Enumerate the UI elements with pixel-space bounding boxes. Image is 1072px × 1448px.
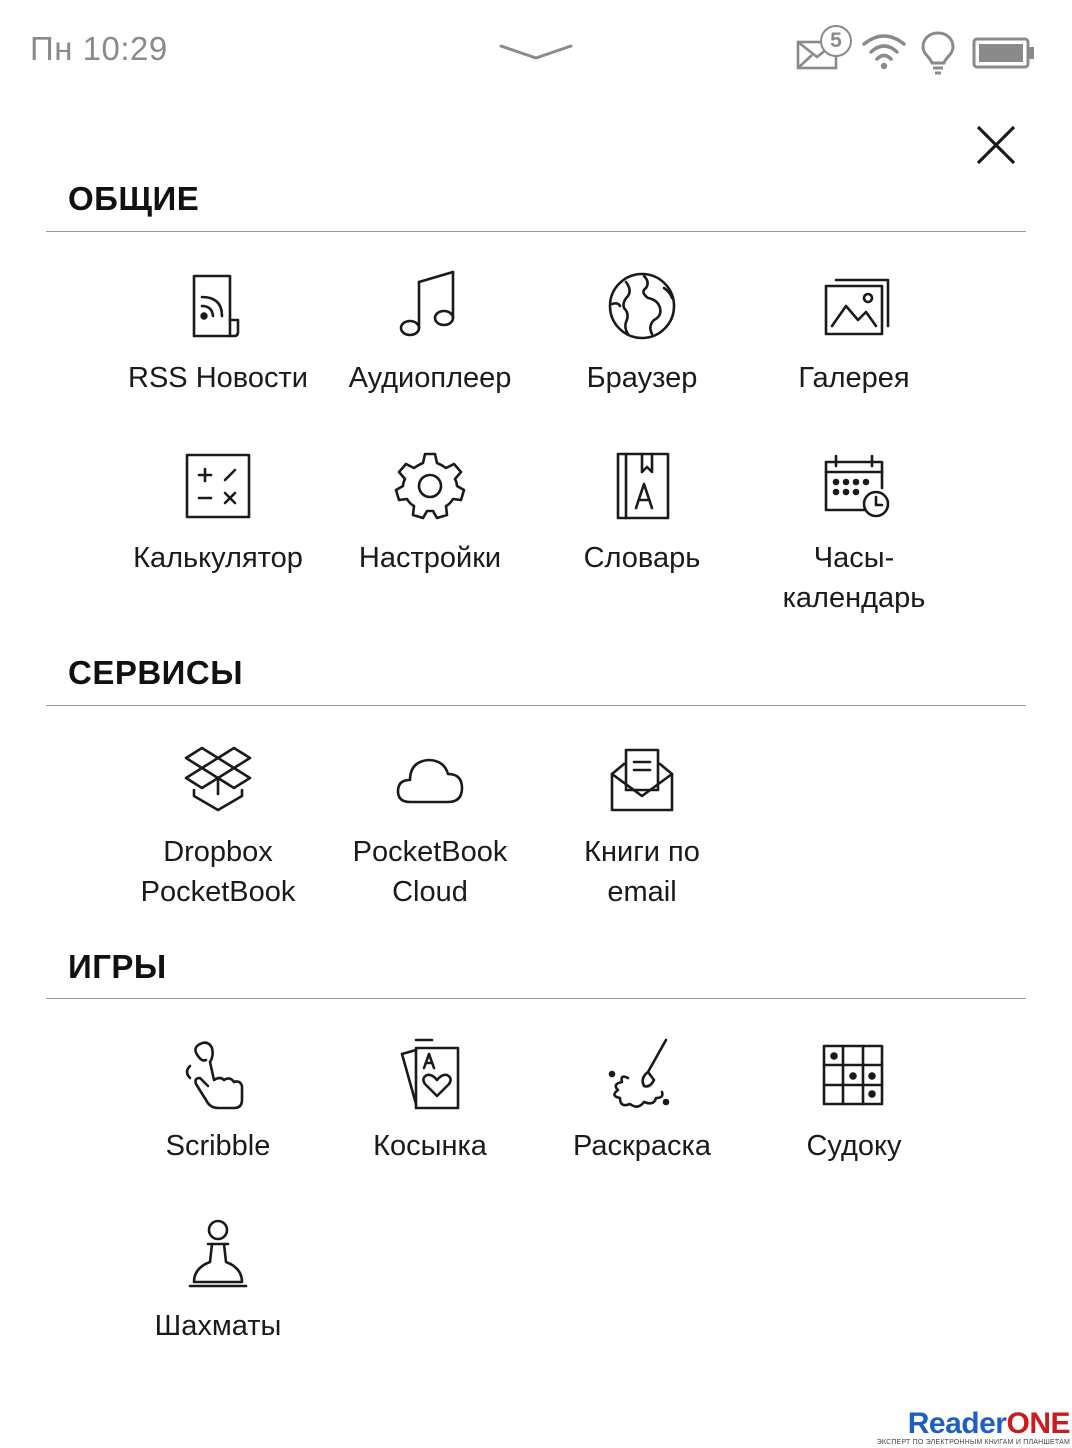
dictionary-icon — [604, 448, 680, 524]
app-label: Настройки — [358, 542, 502, 574]
section-title-services: СЕРВИСЫ — [68, 654, 244, 691]
app-calculator[interactable] — [112, 448, 324, 578]
calculator-icon — [180, 448, 256, 524]
app-label: Dropbox PocketBook — [140, 836, 296, 908]
calendar-clock-icon — [816, 448, 892, 524]
app-dictionary[interactable] — [536, 448, 748, 578]
app-label: Раскраска — [573, 1130, 711, 1162]
app-label: Книги по email — [584, 836, 700, 908]
playing-cards-icon — [392, 1036, 468, 1112]
section-title-general: ОБЩИЕ — [68, 180, 200, 217]
app-label: Аудиоплеер — [348, 362, 512, 394]
music-note-icon — [392, 268, 468, 344]
app-label: Галерея — [798, 362, 910, 394]
app-label: Косынка — [373, 1130, 487, 1162]
watermark-brand-b: ONE — [1006, 1407, 1070, 1440]
app-rss-news[interactable] — [112, 268, 324, 398]
status-time: Пн 10:29 — [30, 30, 168, 67]
close-icon[interactable] — [972, 121, 1020, 169]
light-bulb-icon[interactable] — [920, 30, 956, 76]
app-books-by-email[interactable] — [536, 742, 748, 912]
app-label: Судоку — [806, 1130, 902, 1162]
watermark-logo — [877, 1409, 1070, 1446]
gear-icon — [392, 448, 468, 524]
globe-icon — [604, 268, 680, 344]
paint-brush-icon — [604, 1036, 680, 1112]
app-sudoku[interactable] — [748, 1036, 960, 1166]
section-divider — [46, 231, 1026, 232]
app-chess[interactable] — [112, 1216, 324, 1346]
app-browser[interactable] — [536, 268, 748, 398]
section-divider — [46, 705, 1026, 706]
app-scribble[interactable] — [112, 1036, 324, 1166]
app-audio-player[interactable] — [324, 268, 536, 398]
app-gallery[interactable] — [748, 268, 960, 398]
dropbox-icon — [180, 742, 256, 818]
rss-news-icon — [180, 268, 256, 344]
unread-mail-badge: 5 — [820, 25, 852, 57]
app-label: Словарь — [583, 542, 701, 574]
app-clock-calendar[interactable] — [748, 448, 960, 618]
section-divider — [46, 998, 1026, 999]
chevron-down-icon[interactable] — [499, 38, 573, 62]
sudoku-grid-icon — [816, 1036, 892, 1112]
app-label: Часы- календарь — [782, 542, 926, 614]
watermark-brand-a: Reader — [907, 1407, 1007, 1440]
app-label: Браузер — [586, 362, 698, 394]
app-label: Калькулятор — [133, 542, 303, 574]
wifi-icon[interactable] — [862, 32, 906, 70]
app-solitaire[interactable] — [324, 1036, 536, 1166]
chess-pawn-icon — [180, 1216, 256, 1292]
app-pocketbook-cloud[interactable] — [324, 742, 536, 912]
app-dropbox-pocketbook[interactable] — [112, 742, 324, 912]
app-coloring[interactable] — [536, 1036, 748, 1166]
app-label: RSS Новости — [128, 362, 308, 394]
app-label: Шахматы — [154, 1310, 282, 1342]
app-label: PocketBook Cloud — [352, 836, 508, 908]
cloud-icon — [392, 742, 468, 818]
gallery-icon — [816, 268, 892, 344]
battery-icon[interactable] — [972, 36, 1036, 70]
finger-touch-icon — [180, 1036, 256, 1112]
section-title-games: ИГРЫ — [68, 948, 167, 985]
email-books-icon — [604, 742, 680, 818]
app-label: Scribble — [165, 1130, 271, 1162]
watermark-subtitle: ЭКСПЕРТ ПО ЭЛЕКТРОННЫМ КНИГАМ И ПЛАНШЕТАМ — [876, 1439, 1070, 1446]
app-settings[interactable] — [324, 448, 536, 578]
